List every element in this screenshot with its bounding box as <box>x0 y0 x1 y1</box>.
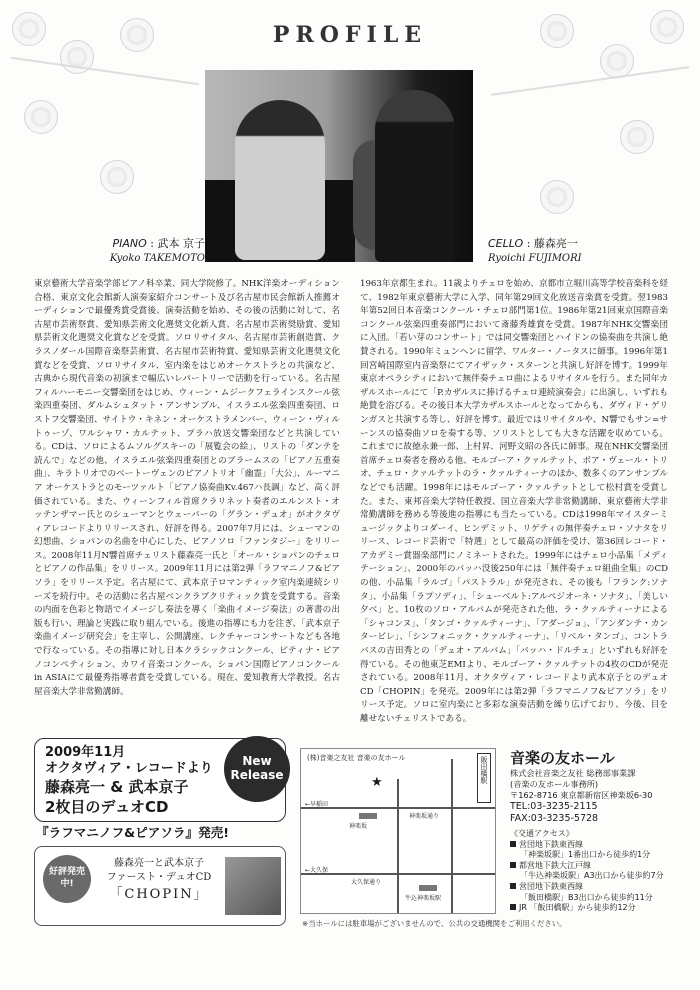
promo-label: オクタヴィア・レコードより <box>45 761 213 776</box>
pianist-figure <box>235 100 325 260</box>
hall-location-star-icon: ★ <box>371 775 383 790</box>
rose-ornament <box>540 180 574 214</box>
vine-ornament <box>491 66 689 96</box>
bullet-square-icon <box>510 862 516 868</box>
map-label-ushigome: 牛込神楽坂駅 <box>405 895 442 902</box>
map-road <box>451 759 453 914</box>
access-detail: 「飯田橋駅」B3出口から徒歩約11分 <box>520 892 653 902</box>
new-release-badge: New Release <box>224 736 290 802</box>
cd-subtitle: ファースト・デュオCD <box>106 872 212 883</box>
access-item: 営団地下鉄東西線 <box>510 882 680 893</box>
bullet-square-icon <box>510 841 516 847</box>
access-item: 営団地下鉄東西線 <box>510 840 680 851</box>
vine-ornament <box>11 57 199 85</box>
access-item: JR 「飯田橋駅」から徒歩約12分 <box>510 903 680 914</box>
map-road <box>397 779 399 914</box>
page-title: PROFILE <box>272 22 428 48</box>
caption-roman: Kyoko TAKEMOTO <box>109 253 205 264</box>
map-label-okubo: ←大久保 <box>305 867 329 874</box>
caption-name: 武本 京子 <box>157 237 205 250</box>
hall-name: 音楽の友ホール <box>510 749 615 767</box>
map-header: (株)音楽之友社 音楽の友ホール <box>307 754 406 762</box>
map-label-kagurazaka-dori: 神楽坂通り <box>409 813 440 820</box>
bio-fujimori: 1963年京都生まれ。11歳よりチェロを始め、京都市立堀川高等学校音楽科を経て、1982年東京藝術大学に入学、同年第29回文化放送音楽賞を受賞。翌1983年第52回日本音楽コンクール・チェロ部門第1位。1986年第21回東京国際音楽コンクール弦楽四重奏部門において斎藤秀雄賞を受賞。1987年NHK交響楽団に入団。「若い芽のコンサート」では同交響楽団とハイドンの協奏曲を共演し絶賛される。1990年ミュンヘンに留学、ワルター・ノータスに師事。1996年第1回宮崎国際室内音楽祭にてアイザック・スターンと共演し好評を博す。1999年東京オペラシティにおいて無伴奏チェロ曲によるリサイタルを行う。また同年カザルスホールにて「P.カザルスに捧げるチェロ連続演奏会」に出演し、いずれも絶賛を浴びる。その後日本大学カザルスホールとなってからも、ダヴィド・ゲリンガスと共演する等し、好評を博す。最近ではリサイタルや、N響でもサン=サーンスの協奏曲ソロを奏する等、ソリストとしても大きな活躍を収めている。これまでに故徳永兼一郎、上村昇、河野文昭の各氏に師事。現在NHK交響楽団首席チェロ奏者を務める他、モルゴーア・クァルテット、ボア・ヴェール・トリオ、チェロ・クァルテットのラ・クァルティーナのほか、数多くのアンサンブルなどでも活躍。1998年にはモルゴーア・クァルテットとして松村賞を受賞した。また、東邦音楽大学特任教授、国立音楽大学非常勤講師、東京藝術大学非常勤講師を務める等後進の指導にも当たっている。CDは1998年マイスターミュージックよりコダーイ、ヒンデミット、リゲティの無伴奏チェロ・ソナタをリリース、レコード芸術で「特選」として最高の評価を受け、第36回レコード・アカデミー賞器楽部門にノミネートされた。1999年にはチェロ小品集「メディテーション」、2000年のバッハ没後250年には「無伴奏チェロ組曲全集」のCDの他、小品集「ラルゴ」「パストラル」が発売され、その後も「フランク:ソナタ」、小品集「ラプソディ」、「シューベルト:アルペジオーネ・ソナタ」、「美しい夕べ」と、10枚のソロ・アルバムが発売された他、ラ・クァルティーナによる「シャコンヌ」、「タンゴ・クァルティーナ」、「アダージョ」、「アンダンテ・カンタービレ」、「シンフォニック・クァルティーナ」、「リベル・タンゴ」、コントラバスの吉田秀との「デュオ・アルバム」「バッハ・ドルチェ」といずれも好評を得ている。その他東芝EMIより、モルゴーア・クァルテットの4枚のCDが発売されている。2008年11月、オクタヴィア・レコードより武本京子とのデュオCD「CHOPIN」を発売。2009年には第2弾「ラフマニノフ&ピアソラ」をリリース予定。ソロに室内楽にと多彩な演奏活動を繰り広げており、今後、目を離せないチェリストである。 <box>360 279 669 724</box>
hall-address: 〒162-8716 東京都新宿区神楽坂6-30 <box>510 790 653 800</box>
caption-name: 藤森亮一 <box>533 237 578 250</box>
caption-role: PIANO <box>112 237 147 250</box>
on-sale-badge: 好評発売中! <box>43 855 91 903</box>
cd-artists: 藤森亮一と武本京子 <box>114 858 204 869</box>
map-label-iidabashi: 飯田橋駅 <box>477 753 491 803</box>
bullet-square-icon <box>510 883 516 889</box>
hall-info <box>510 748 680 914</box>
caption-piano: PIANO : 武本 京子 Kyoko TAKEMOTO <box>100 236 205 266</box>
cd-title: 「CHOPIN」 <box>109 887 209 902</box>
hall-tel: TEL:03-3235-2115 <box>510 801 598 812</box>
chopin-cd-box <box>34 846 286 926</box>
access-item: 都営地下鉄大江戸線 <box>510 861 680 872</box>
promo-cd: 2枚目のデュオCD <box>45 798 169 816</box>
rose-ornament <box>620 120 654 154</box>
access-list <box>510 829 680 914</box>
rose-ornament <box>100 160 134 194</box>
caption-role: CELLO <box>488 237 524 250</box>
rose-ornament <box>24 100 58 134</box>
map-label-waseda: ←早稲田 <box>305 801 329 808</box>
cellist-figure <box>375 90 455 262</box>
hall-office: (音楽の友ホール事務所) <box>510 779 599 789</box>
station-marker <box>359 813 377 819</box>
parking-note: ※当ホールには駐車場がございませんので、公共の交通機関をご利用ください。 <box>302 919 567 928</box>
access-detail: 「神楽坂駅」1番出口から徒歩約1分 <box>520 850 651 860</box>
caption-roman: Ryoichi FUJIMORI <box>488 253 582 264</box>
bullet-square-icon <box>510 904 516 910</box>
bio-takemoto: 東京藝術大学音楽学部ピアノ科卒業、同大学院修了。NHK洋楽オーディション合格、東京文化会館新人演奏家紹介コンサート及び名古屋市民会館新人推薦オーディションで最優秀賞受賞後、演奏活動を始め、その後の活動に対して、名古屋市芸術祭賞、愛知県芸術文化選奨文化新人賞、名古屋市芸術奨励賞、愛知県芸術文化選奨文化賞などを受賞。ソロリサイタル、名古屋市芸術創造賞、クラスノダール国際音楽祭芸術賞、名古屋市芸術特賞、愛知県芸術文化選奨文化賞などを受賞、ソロリサイタル、室内楽をはじめオーケストラとの共演など、古典から現代音楽の初演まで幅広いレパートリーで活動を行っている。名古屋フィルハーモニー交響楽団をはじめ、ウィーン・ムジークフェラインスクール弦楽四重奏団、ダルムシュタット・アンサンブル、イスラエル弦楽四重奏団、ロストフ交響楽団、サイトウ・キネン・オーケストラメンバー、ウィーン・ヴィルトゥーゾ、ワルシャワ・カルテット、プラハ放送交響楽団などと共演している。CDは、ソロによるムソルグスキーの「展覧会の絵」、リストの「ダンテを読んで」などの他、イスラエル弦楽四重奏団とのブラームスの「ピアノ五重奏曲」、キラトリオでのベートーヴェンのピアノトリオ「幽霊」「大公」、ルーマニア オーケストラとのモーツァルト「ピアノ協奏曲Kv.467ハ長調」など、高く評価されている。また、ウィーンフィル首席クラリネット奏者のエルンスト・オッテンザマー氏とのシューマンとウェーバーの「グラン・デュオ」がオクタヴィアレコードよりリリースされ、好評を得る。2007年7月には、シューマンの幻想曲、ショパンの名曲を中心にした、ピアノソロ「ファンタジー」をリリース。2008年11月N響首席チェリスト藤森亮一氏と「オール・ショパンのチェロとピアノの作品集」をリリース。2009年11月には第2弾「ラフマニノフ&ピアソラ」をリリース予定。名古屋にて、武本京子ロマンティック室内楽連続シリーズを続行中。その活動に名古屋ペンクラブクリティック賞を受賞する。音楽の内面を色彩と物語でイメージし奏法を導く「楽曲イメージ奏法」の著書の出版も行い、理論と実践に取り組んでいる。後進の指導にも力を注ぎ、「武本京子楽曲イメージ研究会」を主宰し、公開講座、レクチャーコンサートなども各地で行なっている。その指導に対し日本クラシックコンクール、ピティナ・ピアノコンペティション、カワイ音楽コンクール、ショパン国際ピアノコンクール in ASIAにて最優秀指導者賞を受賞している。現在、愛知教育大学教授。名古屋音楽大学非常勤講師。 <box>34 279 340 697</box>
access-title: 《交通アクセス》 <box>510 829 574 838</box>
cd-text <box>97 857 221 905</box>
station-marker <box>419 885 437 891</box>
promo-title: 『ラフマニノフ&ピアソラ』発売! <box>36 825 230 840</box>
promo-artists: 藤森亮一 & 武本京子 <box>45 778 189 796</box>
promo-date: 2009年11月 <box>45 745 126 760</box>
rose-ornament <box>600 44 634 78</box>
hall-company: 株式会社音楽之友社 総務部事業課 <box>510 768 636 778</box>
access-detail: 「牛込神楽坂駅」A3出口から徒歩約7分 <box>520 871 664 881</box>
caption-cello: CELLO : 藤森亮一 Ryoichi FUJIMORI <box>488 236 608 266</box>
map-label-kagurazaka: 神楽坂 <box>349 823 368 830</box>
performers-photo <box>205 70 473 262</box>
cd-cover-image <box>225 857 281 915</box>
map-label-okubo-dori: 大久保通り <box>351 879 382 886</box>
access-map <box>300 748 496 914</box>
hall-fax: FAX:03-3235-5728 <box>510 813 599 824</box>
